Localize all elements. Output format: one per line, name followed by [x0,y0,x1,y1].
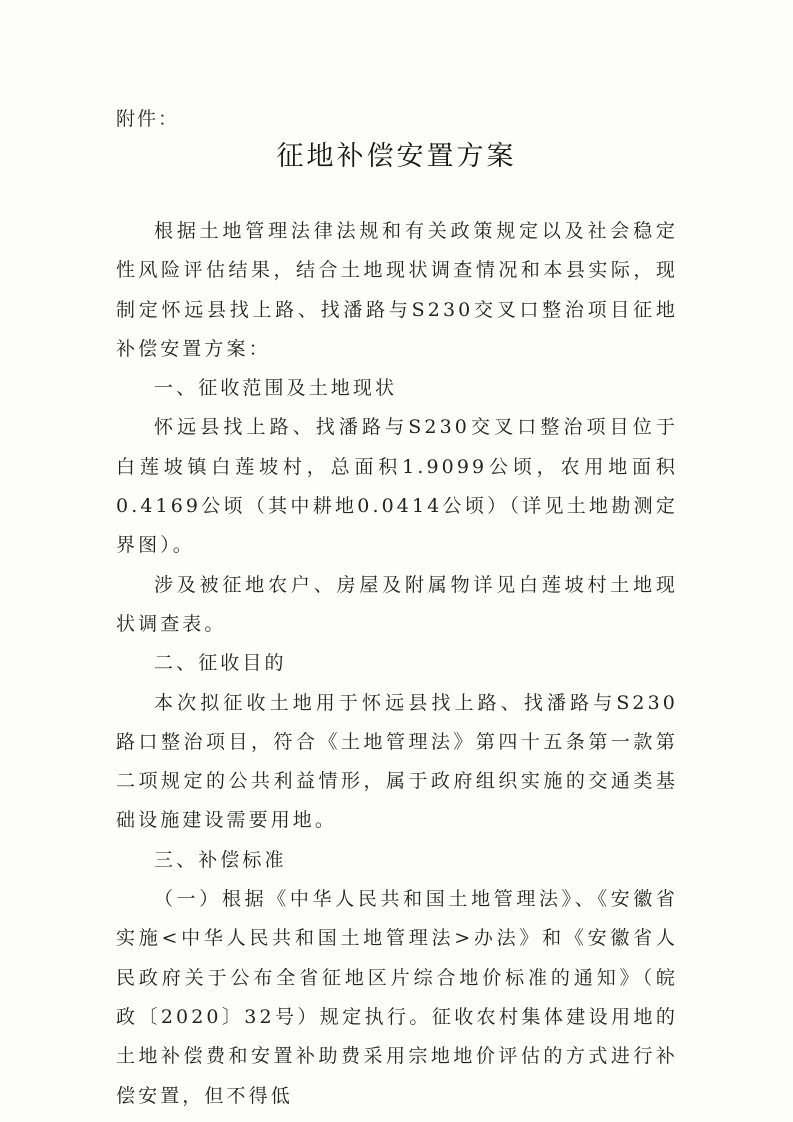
document-body [116,212,678,1116]
section-heading-standard: 三、补偿标准 [154,848,287,871]
paragraph-survey: 涉及被征地农户、房屋及附属物详见白莲坡村土地现状调查表。 [116,573,678,635]
paragraph-purpose: 本次拟征收土地用于怀远县找上路、找潘路与S230路口整治项目，符合《土地管理法》第四十五条第一款第二项规定的公共利益情形，属于政府组织实施的交通类基础设施建设需要用地。 [116,691,678,832]
attachment-label: 附件： [116,108,180,130]
paragraph-intro: 根据土地管理法律法规和有关政策规定以及社会稳定性风险评估结果，结合土地现状调查情况和本县实际，现制定怀远县找上路、找潘路与S230交叉口整治项目征地补偿安置方案： [116,220,678,360]
paragraph-scope: 怀远县找上路、找潘路与S230交叉口整治项目位于白莲坡镇白莲坡村，总面积1.9099公顷，农用地面积0.4169公顷（其中耕地0.0414公顷）（详见土地勘测定界图）。 [116,416,678,557]
section-heading-purpose: 二、征收目的 [154,652,287,675]
section-heading-scope: 一、征收范围及土地现状 [154,377,398,400]
paragraph-standard: （一）根据《中华人民共和国土地管理法》、《安徽省实施<中华人民共和国土地管理法>办法》和《安徽省人民政府关于公布全省征地区片综合地价标准的通知》（皖政〔2020〕32号）规定执行。征收农村集体建设用地的土地补偿费和安置补助费采用宗地地价评估的方式进行补偿安置，但不得低 [116,888,678,1107]
document-title: 征地补偿安置方案 [276,141,517,172]
